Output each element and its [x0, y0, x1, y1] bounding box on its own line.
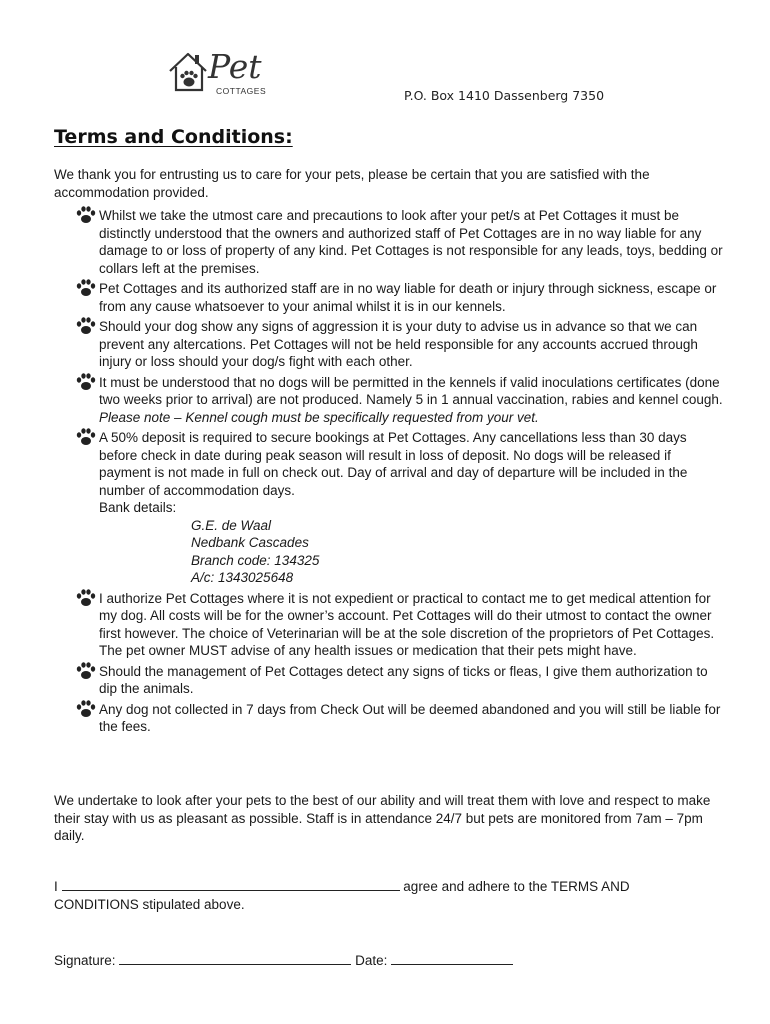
term-item [74, 207, 724, 277]
signature-row [54, 952, 513, 968]
closing-paragraph: We undertake to look after your pets to the best of our ability and will treat them with love and respect to make their stay with us as pleasant as possible. Staff is in attendance 24/7 but pets are monitored from 7am – 7pm daily. [54, 793, 711, 843]
agreement-line2: CONDITIONS stipulated above. [54, 897, 245, 912]
term-text: A 50% deposit is required to secure bookings at Pet Cottages. Any cancellations less than 30 days before check in date during peak season will result in loss of deposit. No dogs will be released if payment is not made in full on check out. Day of arrival and day of departure will be included in the number of accommodation days. [99, 430, 688, 498]
term-text: Should your dog show any signs of aggression it is your duty to advise us in advance so that we can prevent any altercations. Pet Cottages will not be held responsible for any accounts accrued through injury or loss should your dog/s fight with each other. [99, 319, 698, 369]
bank-details [191, 517, 724, 587]
bank-branch-code: Branch code: 134325 [191, 552, 320, 568]
term-item [74, 374, 724, 427]
bank-name: Nedbank Cascades [191, 535, 309, 550]
bank-account-name: G.E. de Waal [191, 517, 272, 533]
terms-list [74, 207, 724, 739]
signature-label: Signature: [54, 953, 116, 968]
term-item [74, 590, 724, 660]
pet-cottages-logo [168, 44, 292, 100]
term-text: Should the management of Pet Cottages detect any signs of ticks or fleas, I give them authorization to dip the animals. [99, 663, 708, 696]
name-blank-field[interactable] [62, 878, 400, 891]
term-item [74, 318, 724, 371]
house-paw-icon [168, 44, 292, 100]
agreement-suffix: agree and adhere to the TERMS AND [403, 879, 630, 894]
page-title: Terms and Conditions: [54, 126, 293, 148]
term-text: It must be understood that no dogs will be permitted in the kennels if valid inoculations certificates (done two weeks prior to arrival) are not produced. Namely 5 in 1 annual vaccination, rabies and kennel cough. [99, 374, 723, 407]
term-text: Pet Cottages and its authorized staff are in no way liable for death or injury through sickness, escape or from any cause whatsoever to your animal whilst it is in our kennels. [99, 281, 717, 314]
term-item [74, 429, 724, 587]
paw-bullet-icon [74, 315, 98, 335]
paw-bullet-icon [74, 426, 98, 446]
term-text: Any dog not collected in 7 days from Check Out will be deemed abandoned and you will still be liable for the fees. [99, 701, 721, 734]
term-item [74, 701, 724, 736]
paw-bullet-icon [74, 587, 98, 607]
paw-bullet-icon [74, 277, 98, 297]
intro-paragraph: We thank you for entrusting us to care for your pets, please be certain that you are satisfied with the accommodation provided. [54, 167, 650, 200]
logo-wordmark: Pet [208, 47, 262, 86]
bank-details-label: Bank details: [99, 500, 177, 515]
term-text: Whilst we take the utmost care and precautions to look after your pet/s at Pet Cottages it must be distinctly understood that the owners and authorized staff of Pet Cottages are in no way liable for any damage to or loss of property of any kind. Pet Cottages is not responsible for any leads, toys, bedding or collars left at the premises. [99, 208, 723, 276]
paw-bullet-icon [74, 698, 98, 718]
agreement-prefix: I [54, 879, 58, 894]
term-item [74, 280, 724, 315]
kennel-cough-note: Please note – Kennel cough must be specifically requested from your vet. [99, 409, 539, 425]
date-blank-field[interactable] [391, 952, 513, 965]
term-item [74, 663, 724, 698]
signature-blank-field[interactable] [119, 952, 351, 965]
logo-subtitle: COTTAGES [216, 86, 267, 96]
paw-bullet-icon [74, 204, 98, 224]
paw-bullet-icon [74, 660, 98, 680]
agreement-statement [54, 878, 734, 914]
postal-address: P.O. Box 1410 Dassenberg 7350 [404, 88, 605, 103]
term-text: I authorize Pet Cottages where it is not expedient or practical to contact me to get medical attention for my dog. All costs will be for the owner’s account. Pet Cottages will do their utmost to contact the owner first however. The choice of Veterinarian will be at the sole discretion of the proprietors of Pet Cottages. The pet owner MUST advise of any health issues or medication that their pets might have. [99, 590, 715, 658]
bank-account-number: A/c: 1343025648 [191, 570, 294, 585]
date-label: Date: [355, 953, 388, 968]
paw-bullet-icon [74, 371, 98, 391]
